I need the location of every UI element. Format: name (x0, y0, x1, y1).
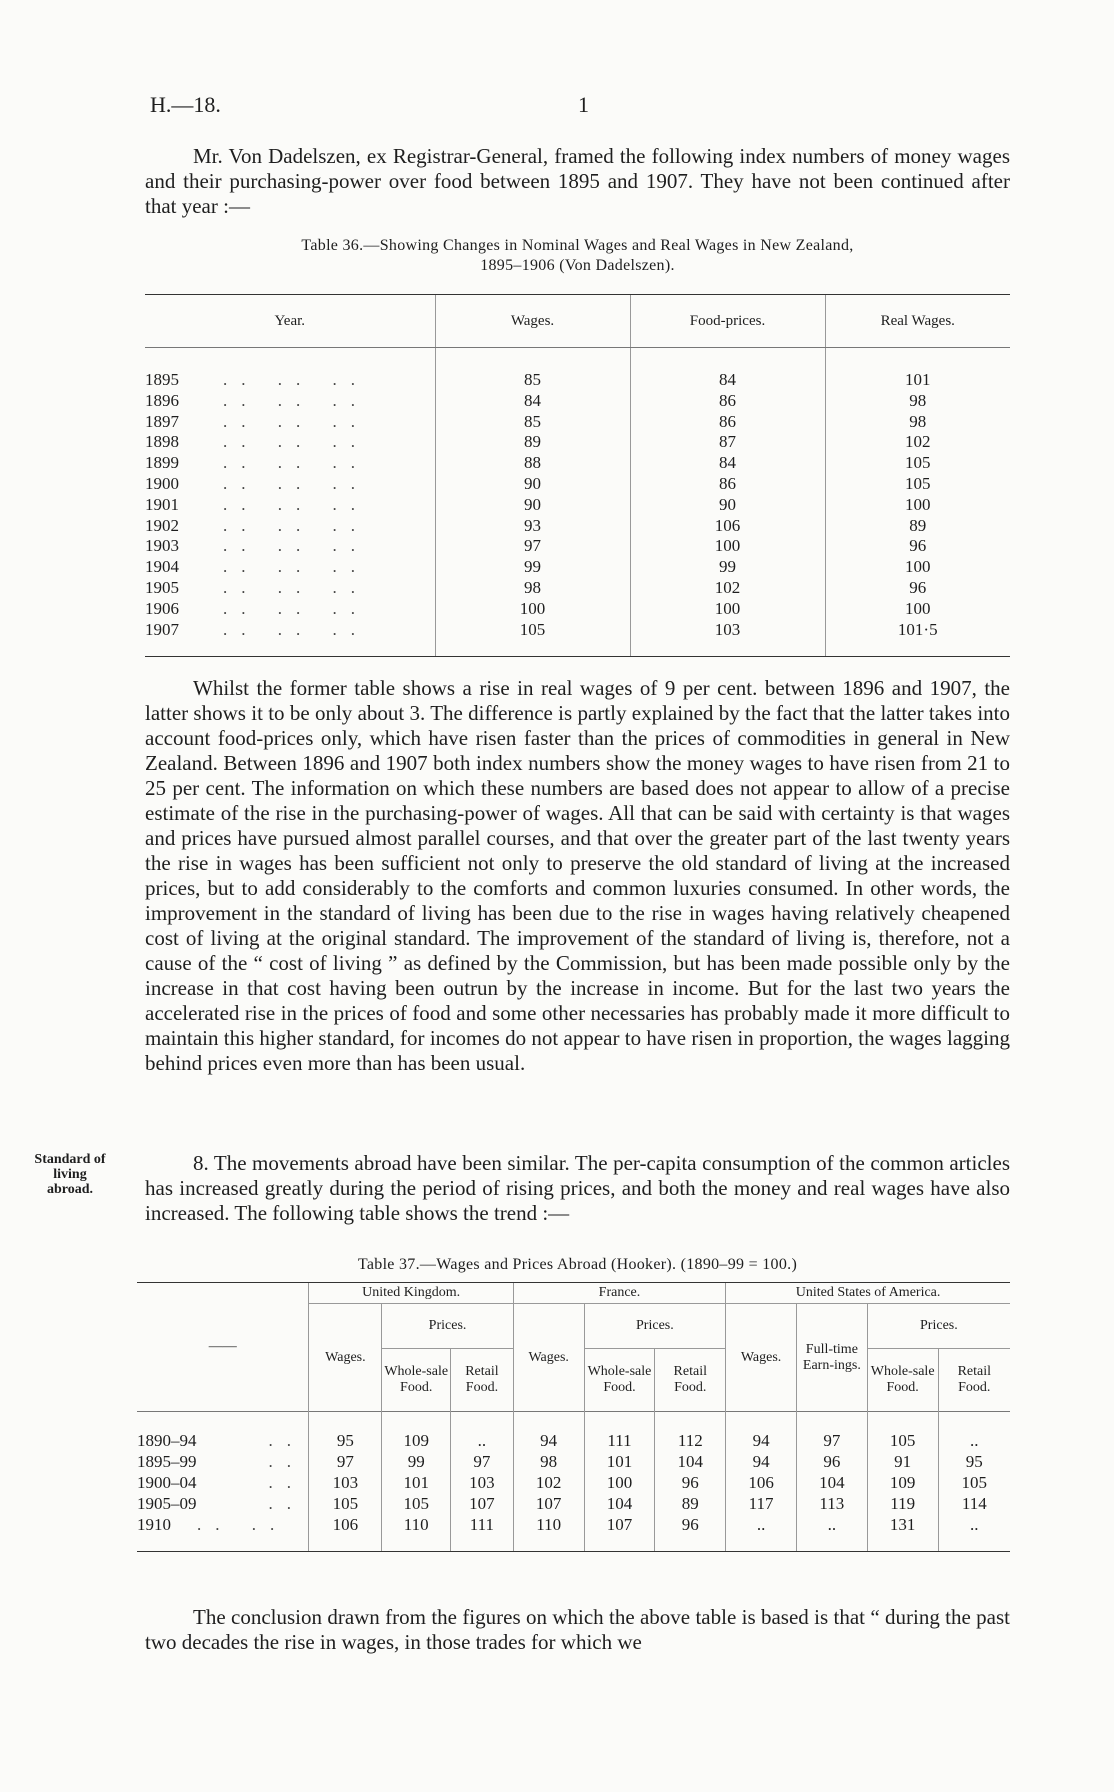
leader-dots: .. (268, 1494, 305, 1513)
table36-wages-cell: 89 (435, 432, 630, 453)
table36-row (145, 474, 1010, 495)
table36-row (145, 620, 1010, 641)
leader-dots: .. .. .. (223, 411, 369, 431)
table36-year-label: 1905 (145, 577, 179, 597)
intro-paragraph: Mr. Von Dadelszen, ex Registrar-General, framed the following index numbers of money wages and their purchasing-power over food between 1895 and 1907. They have not been continued after that year :— (145, 144, 1010, 218)
table37-value-cell: 96 (655, 1514, 726, 1535)
table37-period-cell (137, 1514, 309, 1535)
table37-row (137, 1430, 1010, 1451)
table37-value-cell: 112 (655, 1430, 726, 1451)
table36-real-wages-cell: 100 (825, 495, 1010, 516)
table37-period-cell (137, 1493, 309, 1514)
table36 (145, 294, 1010, 657)
leader-dots: .. .. .. (223, 536, 369, 556)
table37-value-cell: 105 (382, 1493, 451, 1514)
table36-row (145, 557, 1010, 578)
table36-wages-cell: 85 (435, 412, 630, 433)
table36-food-prices-cell: 86 (630, 412, 825, 433)
table37-value-cell: 89 (655, 1493, 726, 1514)
table37 (137, 1282, 1010, 1552)
table36-year-cell (145, 432, 435, 453)
table37-value-cell: 101 (584, 1451, 655, 1472)
table37-value-cell: .. (938, 1514, 1010, 1535)
table37-value-cell: 106 (726, 1472, 797, 1493)
table37-value-cell: 110 (513, 1514, 584, 1535)
table36-food-prices-cell: 84 (630, 370, 825, 391)
table37-value-cell: 91 (867, 1451, 938, 1472)
table36-food-prices-cell: 102 (630, 578, 825, 599)
table36-wages-cell: 85 (435, 370, 630, 391)
table36-year-cell (145, 599, 435, 620)
paragraph-conclusion: The conclusion drawn from the figures on which the above table is based is that “ during the past two decades the rise in wages, in those trades for which we (145, 1605, 1010, 1654)
table37-value-cell: 105 (309, 1493, 382, 1514)
table36-year-cell (145, 495, 435, 516)
table36-wages-cell: 93 (435, 516, 630, 537)
table36-row (145, 412, 1010, 433)
table37-value-cell: 106 (309, 1514, 382, 1535)
table36-year-label: 1898 (145, 432, 179, 452)
table36-col-wages: Wages. (435, 295, 630, 348)
leader-dots: .. .. .. (223, 473, 369, 493)
table36-real-wages-cell: 100 (825, 599, 1010, 620)
table37-value-cell: .. (726, 1514, 797, 1535)
table37-value-cell: 131 (867, 1514, 938, 1535)
table36-food-prices-cell: 90 (630, 495, 825, 516)
table37-value-cell: .. (451, 1430, 514, 1451)
table37-uk-wages: Wages. (309, 1304, 382, 1412)
table36-real-wages-cell: 100 (825, 557, 1010, 578)
leader-dots: .. .. .. (223, 619, 369, 639)
table37-value-cell: 94 (726, 1430, 797, 1451)
table36-food-prices-cell: 87 (630, 432, 825, 453)
table36-real-wages-cell: 89 (825, 516, 1010, 537)
table36-food-prices-cell: 86 (630, 391, 825, 412)
table36-food-prices-cell: 103 (630, 620, 825, 641)
table36-year-cell (145, 536, 435, 557)
table37-fr-wholesale: Whole-sale Food. (584, 1349, 655, 1412)
table37-period-cell (137, 1451, 309, 1472)
table37-value-cell: 98 (513, 1451, 584, 1472)
table36-row (145, 536, 1010, 557)
table37-fr-prices: Prices. (584, 1304, 726, 1349)
table36-year-cell (145, 474, 435, 495)
table37-value-cell: 97 (796, 1430, 867, 1451)
table37-uk-prices: Prices. (382, 1304, 513, 1349)
leader-dots: .. .. .. (223, 598, 369, 618)
table36-wages-cell: 90 (435, 474, 630, 495)
table36-year-cell (145, 391, 435, 412)
table37-blank-header: —— (137, 1283, 309, 1412)
table37-value-cell: 101 (382, 1472, 451, 1493)
table36-year-cell (145, 620, 435, 641)
table36-wages-cell: 97 (435, 536, 630, 557)
table36-year-label: 1901 (145, 494, 179, 514)
table36-row (145, 391, 1010, 412)
table36-year-label: 1902 (145, 515, 179, 535)
table36-row (145, 432, 1010, 453)
table36-row (145, 453, 1010, 474)
table36-caption (145, 236, 1010, 276)
table36-row (145, 599, 1010, 620)
table36-real-wages-cell: 98 (825, 412, 1010, 433)
table36-year-label: 1907 (145, 619, 179, 639)
table36-real-wages-cell: 101·5 (825, 620, 1010, 641)
leader-dots: .. .. .. (223, 390, 369, 410)
table37-value-cell: 113 (796, 1493, 867, 1514)
table36-caption-line2: 1895–1906 (Von Dadelszen). (480, 257, 675, 274)
table37-value-cell: 107 (513, 1493, 584, 1514)
table36-wages-cell: 98 (435, 578, 630, 599)
table37-value-cell: 105 (938, 1472, 1010, 1493)
leader-dots: .. .. .. (223, 370, 369, 389)
table36-row (145, 578, 1010, 599)
table36-year-label: 1904 (145, 557, 179, 577)
table37-us-prices: Prices. (867, 1304, 1010, 1349)
table36-year-cell (145, 412, 435, 433)
table37-value-cell: 109 (867, 1472, 938, 1493)
paragraph-analysis: Whilst the former table shows a rise in real wages of 9 per cent. between 1896 and 1907, the latter shows it to be only about 3. The difference is partly explained by the fact that the latter takes into account food-prices only, which have risen faster than the prices of commodities in general in New Zealand. Between 1896 and 1907 both index numbers show the money wages to have risen from 21 to 25 per cent. The information on which these numbers are based does not appear to allow of a precise estimate of the rise in the purchasing-power of wages. All that can be said with certainty is that wages and prices have pursued almost parallel courses, and that over the greater part of the last twenty years the rise in wages has been sufficient not only to preserve the old standard of living at the increased prices, but to add considerably to the comforts and common luxuries consumed. In other words, the improvement in the standard of living has been due to the rise in wages having relatively cheapened cost of living at the original standard. The improvement of the standard of living is, therefore, not a cause of the “ cost of living ” as defined by the Commission, but has been made possible only by the increase in that cost having been outrun by the increase in income. But for the last two years the accelerated rise in the prices of food and some other necessaries has probably made it more difficult to maintain this higher standard, for incomes do not appear to have risen in proportion, the wages lagging behind prices even more than has been usual. (145, 676, 1010, 1075)
table36-wages-cell: 99 (435, 557, 630, 578)
table36-row (145, 495, 1010, 516)
leader-dots: .. .. .. (223, 577, 369, 597)
table37-value-cell: 95 (309, 1430, 382, 1451)
table36-real-wages-cell: 105 (825, 453, 1010, 474)
table36-year-label: 1903 (145, 536, 179, 556)
table36-year-cell (145, 557, 435, 578)
table36-real-wages-cell: 96 (825, 536, 1010, 557)
table37-value-cell: 97 (309, 1451, 382, 1472)
table36-year-label: 1895 (145, 370, 179, 389)
table36-year-cell (145, 453, 435, 474)
table36-real-wages-cell: 96 (825, 578, 1010, 599)
table37-period-label: 1890–94 (137, 1431, 197, 1450)
table37-value-cell: 104 (655, 1451, 726, 1472)
table37-value-cell: 95 (938, 1451, 1010, 1472)
table36-year-label: 1896 (145, 390, 179, 410)
leader-dots: .. .. .. (223, 494, 369, 514)
table37-value-cell: 105 (867, 1430, 938, 1451)
table37-period-cell (137, 1472, 309, 1493)
table36-food-prices-cell: 100 (630, 599, 825, 620)
page-header-ref: H.—18. (150, 92, 221, 117)
table37-value-cell: 117 (726, 1493, 797, 1514)
table37-spacer (137, 1412, 1010, 1431)
table36-year-label: 1897 (145, 411, 179, 431)
leader-dots: .. .. .. (223, 515, 369, 535)
table36-year-label: 1899 (145, 453, 179, 473)
table37-caption: Table 37.—Wages and Prices Abroad (Hooker). (1890–99 = 100.) (357, 1256, 798, 1273)
table36-real-wages-cell: 101 (825, 370, 1010, 391)
table37-us-wholesale: Whole-sale Food. (867, 1349, 938, 1412)
table36-year-cell (145, 370, 435, 391)
table37-value-cell: 107 (584, 1514, 655, 1535)
table36-real-wages-cell: 105 (825, 474, 1010, 495)
table37-value-cell: 96 (796, 1451, 867, 1472)
table36-food-prices-cell: 99 (630, 557, 825, 578)
table36-wages-cell: 90 (435, 495, 630, 516)
table36-col-food-prices: Food-prices. (630, 295, 825, 348)
table36-wages-cell: 105 (435, 620, 630, 641)
table36-food-prices-cell: 100 (630, 536, 825, 557)
table37-row (137, 1472, 1010, 1493)
table37-us-retail: Retail Food. (938, 1349, 1010, 1412)
table36-wages-cell: 100 (435, 599, 630, 620)
table37-period-label: 1905–09 (137, 1494, 197, 1513)
table37-value-cell: 100 (584, 1472, 655, 1493)
table36-wages-cell: 84 (435, 391, 630, 412)
table37-uk-retail: Retail Food. (451, 1349, 514, 1412)
table37-period-cell (137, 1430, 309, 1451)
table37-value-cell: 107 (451, 1493, 514, 1514)
table37-value-cell: 114 (938, 1493, 1010, 1514)
leader-dots: .. .. .. (223, 557, 369, 577)
table37-country-france: France. (513, 1283, 725, 1304)
table37-period-label: 1900–04 (137, 1473, 197, 1492)
table37-country-usa: United States of America. (726, 1283, 1010, 1304)
table37-fr-retail: Retail Food. (655, 1349, 726, 1412)
leader-dots: .. (268, 1452, 305, 1471)
table36-spacer (145, 348, 1010, 371)
table36-year-cell (145, 578, 435, 599)
table36-caption-line1: Table 36.—Showing Changes in Nominal Wages and Real Wages in New Zealand, (301, 237, 854, 254)
paragraph-abroad: 8. The movements abroad have been similar. The per-capita consumption of the common articles has increased greatly during the period of rising prices, and both the money and real wages have also increased. The following table shows the trend :— (145, 1151, 1010, 1225)
table37-value-cell: 94 (726, 1451, 797, 1472)
table37-value-cell: 119 (867, 1493, 938, 1514)
table36-wages-cell: 88 (435, 453, 630, 474)
table36-row (145, 516, 1010, 537)
table36-real-wages-cell: 102 (825, 432, 1010, 453)
table37-us-wages: Wages. (726, 1304, 797, 1412)
table37-value-cell: 109 (382, 1430, 451, 1451)
page-number: 1 (578, 92, 589, 117)
table37-country-uk: United Kingdom. (309, 1283, 513, 1304)
table37-period-label: 1895–99 (137, 1452, 197, 1471)
table37-value-cell: 111 (451, 1514, 514, 1535)
table37-value-cell: 104 (796, 1472, 867, 1493)
table37-value-cell: 96 (655, 1472, 726, 1493)
table37-uk-wholesale: Whole-sale Food. (382, 1349, 451, 1412)
leader-dots: .. .. (197, 1515, 289, 1534)
table37-us-fulltime: Full-time Earn-ings. (796, 1304, 867, 1412)
table36-food-prices-cell: 86 (630, 474, 825, 495)
margin-note: Standard of living abroad. (34, 1152, 106, 1197)
table37-value-cell: 94 (513, 1430, 584, 1451)
table36-real-wages-cell: 98 (825, 391, 1010, 412)
table36-body (145, 348, 1010, 657)
table36-food-prices-cell: 84 (630, 453, 825, 474)
table37-row (137, 1451, 1010, 1472)
table36-spacer (145, 640, 1010, 657)
table37-period-label: 1910 (137, 1515, 171, 1534)
table37-value-cell: 99 (382, 1451, 451, 1472)
table37-fr-wages: Wages. (513, 1304, 584, 1412)
table36-food-prices-cell: 106 (630, 516, 825, 537)
table36-row (145, 370, 1010, 391)
table37-value-cell: 110 (382, 1514, 451, 1535)
table36-col-year: Year. (145, 295, 435, 348)
table37-value-cell: 104 (584, 1493, 655, 1514)
table36-year-label: 1906 (145, 598, 179, 618)
table37-body (137, 1412, 1010, 1552)
table36-year-label: 1900 (145, 473, 179, 493)
table37-spacer (137, 1535, 1010, 1552)
table37-value-cell: .. (938, 1430, 1010, 1451)
table37-row (137, 1514, 1010, 1535)
leader-dots: .. (268, 1431, 305, 1450)
table36-year-cell (145, 516, 435, 537)
table37-value-cell: 103 (451, 1472, 514, 1493)
table37-value-cell: 102 (513, 1472, 584, 1493)
table36-col-real-wages: Real Wages. (825, 295, 1010, 348)
leader-dots: .. .. .. (223, 453, 369, 473)
table36-header-row (145, 295, 1010, 348)
table37-value-cell: 111 (584, 1430, 655, 1451)
table37-value-cell: 103 (309, 1472, 382, 1493)
table37-value-cell: .. (796, 1514, 867, 1535)
leader-dots: .. .. .. (223, 432, 369, 452)
table37-row (137, 1493, 1010, 1514)
table37-value-cell: 97 (451, 1451, 514, 1472)
leader-dots: .. (268, 1473, 305, 1492)
